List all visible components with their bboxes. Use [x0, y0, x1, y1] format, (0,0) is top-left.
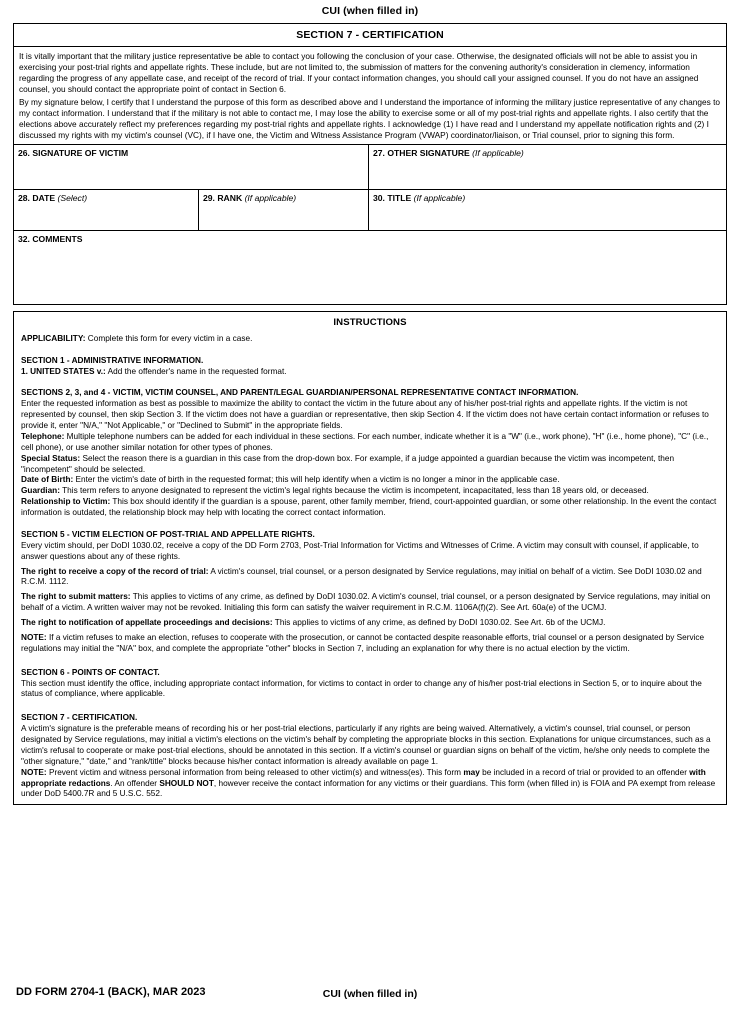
section-6-body: This section must identify the office, including appropriate contact information, for victims to contact in order to change any of his/her post-trial elections in Section 5, or to inquire about the status of compliance, where applicable. — [21, 678, 702, 699]
section-7-note-paragraph — [21, 768, 719, 801]
section-5-note-label: NOTE: — [21, 632, 47, 642]
instructions-title: INSTRUCTIONS — [333, 316, 407, 328]
field-number: 27. — [373, 147, 385, 158]
telephone-text: Multiple telephone numbers can be added for each individual in these sections. For each number, indicate whether it is a "W" (i.e., work phone), "H" (i.e., home phone), "C" (i.e., cell phone), or use another similar notation for other types of phones. — [21, 431, 709, 452]
right-to-submit-paragraph — [21, 592, 719, 614]
section-1-item-text: Add the offender's name in the requested format. — [105, 366, 287, 376]
section-1-item — [21, 367, 719, 378]
relationship-label: Relationship to Victim: — [21, 497, 111, 507]
right-to-notification-paragraph — [21, 618, 719, 629]
field-rank[interactable] — [199, 190, 369, 230]
cui-banner-bottom: CUI (when filled in) — [322, 988, 418, 1000]
guardian-text: This term refers to anyone designated to represent the victim's legal rights because the victim is incompetent, incapacitated, less than 18 years old, or deceased. — [59, 486, 649, 496]
note7-emphasis-should-not: SHOULD NOT — [159, 778, 214, 788]
field-note: (If applicable) — [472, 147, 524, 158]
section-7-title: SECTION 7 - CERTIFICATION — [14, 24, 726, 47]
telephone-label: Telephone: — [21, 431, 65, 441]
field-note: (If applicable) — [413, 192, 466, 203]
certification-text — [14, 47, 726, 145]
guardian-label: Guardian: — [21, 486, 60, 496]
field-note: (Select) — [57, 192, 88, 203]
field-label — [18, 148, 364, 158]
right-to-submit-label: The right to submit matters: — [21, 592, 131, 602]
right-to-notification-label: The right to notification of appellate proceedings and decisions: — [21, 618, 273, 627]
cui-banner-top: CUI (when filled in) — [321, 5, 419, 17]
field-other-signature[interactable] — [369, 145, 726, 189]
field-title: SIGNATURE OF VICTIM — [32, 147, 129, 158]
page-footer — [0, 986, 740, 1002]
field-number: 28. — [18, 192, 30, 203]
applicability-text: Complete this form for every victim in a case. — [85, 333, 253, 343]
section-7-block — [13, 23, 727, 305]
right-to-record-label: The right to receive a copy of the record of trial: — [21, 566, 209, 576]
field-number: 30. — [373, 192, 385, 203]
section-1-item-label: 1. UNITED STATES v.: — [21, 366, 106, 376]
section-5-note-text: If a victim refuses to make an election, refuses to cooperate with the prosecution, or cannot be contacted despite reasonable efforts, trial counsel or a person designated by Service regulations may initial the "N/A" box, and complete the appropriate "other" blocks in Section 7, including an explanation for why there is no actual election by the victim. — [21, 632, 705, 653]
date-of-birth-paragraph — [21, 475, 719, 486]
section-1-heading: SECTION 1 - ADMINISTRATIVE INFORMATION. — [21, 355, 204, 365]
date-of-birth-label: Date of Birth: — [21, 475, 74, 485]
right-to-record-text: A victim's counsel, trial counsel, or a person designated by Service regulations, may initial on behalf of a victim. See DoDI 1030.02 and R.C.M. 1112. — [21, 566, 702, 587]
section-7-instructions-heading: SECTION 7 - CERTIFICATION. — [21, 713, 138, 723]
sections-234-heading: SECTIONS 2, 3, and 4 - VICTIM, VICTIM COUNSEL, AND PARENT/LEGAL GUARDIAN/PERSONAL REPRESENTATIVE CONTACT INFORMATION. — [21, 388, 579, 398]
note7-part-4: , however receive the contact information for any victims or their guardians. This form (when filled in) is FOIA and PA exempt from release under DoD 5400.7R and 5 U.S.C. 552. — [21, 778, 716, 799]
field-number: 26. — [18, 147, 30, 158]
right-to-notification-text: This applies to victims of any crime, as defined by DoDI 1030.02. See Art. 6b of the UCMJ. — [272, 618, 606, 627]
date-of-birth-text: Enter the victim's date of birth in the requested format; this will help identify when a victim is no longer a minor in the applicable case. — [73, 475, 560, 485]
field-comments[interactable] — [14, 231, 726, 304]
field-note: (If applicable) — [244, 192, 297, 203]
field-signature-of-victim[interactable] — [14, 145, 369, 189]
field-date[interactable] — [14, 190, 199, 230]
field-label — [373, 148, 722, 158]
special-status-text: Select the reason there is a guardian in this case from the drop-down box. For example, if a judge appointed a guardian because the victim was incompetent, then "incompetent" should be selected. — [21, 453, 675, 474]
section-6-heading: SECTION 6 - POINTS OF CONTACT. — [21, 667, 160, 677]
special-status-label: Special Status: — [21, 453, 81, 463]
field-label — [18, 193, 194, 203]
field-title: TITLE — [387, 192, 412, 203]
signature-row — [14, 145, 726, 190]
note7-part-1: Prevent victim and witness personal information from being released to other victim(s) and witness(es). This form — [46, 767, 464, 777]
form-identifier: DD FORM 2704-1 (BACK), MAR 2023 — [16, 986, 206, 998]
field-label — [373, 193, 722, 203]
relationship-paragraph — [21, 497, 719, 519]
date-rank-title-row — [14, 190, 726, 231]
field-title: OTHER SIGNATURE — [387, 147, 470, 158]
field-title: COMMENTS — [32, 233, 83, 244]
note7-emphasis-may: may — [463, 767, 480, 777]
field-number: 32. — [18, 233, 30, 244]
section-5-heading: SECTION 5 - VICTIM ELECTION OF POST-TRIAL AND APPELLATE RIGHTS. — [21, 529, 315, 539]
sections-234-body: Enter the requested information as best as possible to maximize the ability to contact the victim in the future about any of his/her post-trial rights and appellate rights. If the victim is not represented by counsel, then skip Section 3. If the victim does not have a guardian or representative, then skip Section 4. If the victim does not have certain contact information or refuses to provide it, enter "N/A," "Not Applicable," or "Declined to Submit" in the appropriate fields. — [21, 399, 709, 430]
comments-row — [14, 231, 726, 304]
note7-part-3: . An offender — [110, 778, 160, 788]
field-label — [18, 234, 722, 244]
applicability-paragraph — [21, 334, 719, 345]
field-title: DATE — [32, 192, 56, 203]
relationship-text: This box should identify if the guardian is a spouse, parent, other family member, friend, court-appointed guardian, or some other relationship. In the event the contact information is outdated, the relationship block may help with locating the correct contact information. — [21, 497, 717, 517]
special-status-paragraph — [21, 454, 719, 476]
field-label — [203, 193, 364, 203]
certification-paragraph-2: By my signature below, I certify that I understand the purpose of this form as described above and I understand the importance of informing the military justice representative of any changes to my contact information. I understand that if the military is not able to contact me, I may lose the ability to exercise some or all of my post-trial rights and appellate rights. I also certify that the elections above accurately reflect my preferences regarding my post-trial rights and appellate rights. I acknowledge (1) I have read and I understand my appellate notification rights and (2) I discussed my rights with my victim's counsel (VC), if I have one, the Victim and Witness Assistance Program (VWAP) coordinator/liaison, or Trial counsel, prior to signing this form. — [19, 96, 721, 140]
field-number: 29. — [203, 192, 215, 203]
instructions-block — [13, 311, 727, 806]
note7-part-2: be included in a record of trial or provided to an offender — [479, 767, 690, 777]
right-to-record-paragraph — [21, 567, 719, 589]
telephone-paragraph — [21, 432, 719, 454]
right-to-submit-text: This applies to victims of any crime, as defined by DoDI 1030.02. A victim's counsel, trial counsel, or a person designated by Service regulations, may initial on behalf of a victim. A written waiver may not be revoked. Initialing this form can satisfy the waiver requirement in R.C.M. 1106A(f)(2). See Art. 60a(e) of the UCMJ. — [21, 592, 711, 613]
section-5-note-paragraph — [21, 633, 719, 655]
section-5-body: Every victim should, per DoDI 1030.02, receive a copy of the DD Form 2703, Post-Trial Information for Victims and Witnesses of Crime. A victim may consult with counsel, if applicable, to answer questions about any of these rights. — [21, 540, 699, 561]
guardian-paragraph — [21, 486, 719, 497]
certification-paragraph-1: It is vitally important that the military justice representative be able to contact you following the conclusion of your case. Otherwise, the designated officials will not be able to assist you in exercising your post-trial rights and appellate rights. These include, but are not limited to, the submission of matters for the convening authority's consideration in clemency, information regarding the progress of any appellate case, and receipt of the record of trial. If your contact information changes, you should call your assigned counsel. If you do not have an assigned counsel, you should contact the appropriate point of contact in Section 6. — [19, 50, 699, 94]
note7-emphasis-redactions: with appropriate redactions — [21, 767, 706, 788]
applicability-label: APPLICABILITY: — [21, 333, 86, 343]
section-7-note-label: NOTE: — [21, 767, 47, 777]
field-title-block[interactable] — [369, 190, 726, 230]
section-7-instructions-body: A victim's signature is the preferable means of recording his or her post-trial elections, particularly if any rights are being waived. Alternatively, a victim's counsel, trial counsel, or person designated by Service regulations, may initial a victim's elections on the victim's behalf by completing the appropriate blocks in this section. Explanations for unique circumstances, such as a victim's refusal to cooperate or make post-trial elections, should be annotated in this section. If a victim's counsel or guardian signs on behalf of the victim, he/she only needs to complete the "other signature," "date," and "rank/title" blocks because his/her contact information is already available on page 1. — [21, 724, 711, 766]
field-title: RANK — [217, 192, 243, 203]
